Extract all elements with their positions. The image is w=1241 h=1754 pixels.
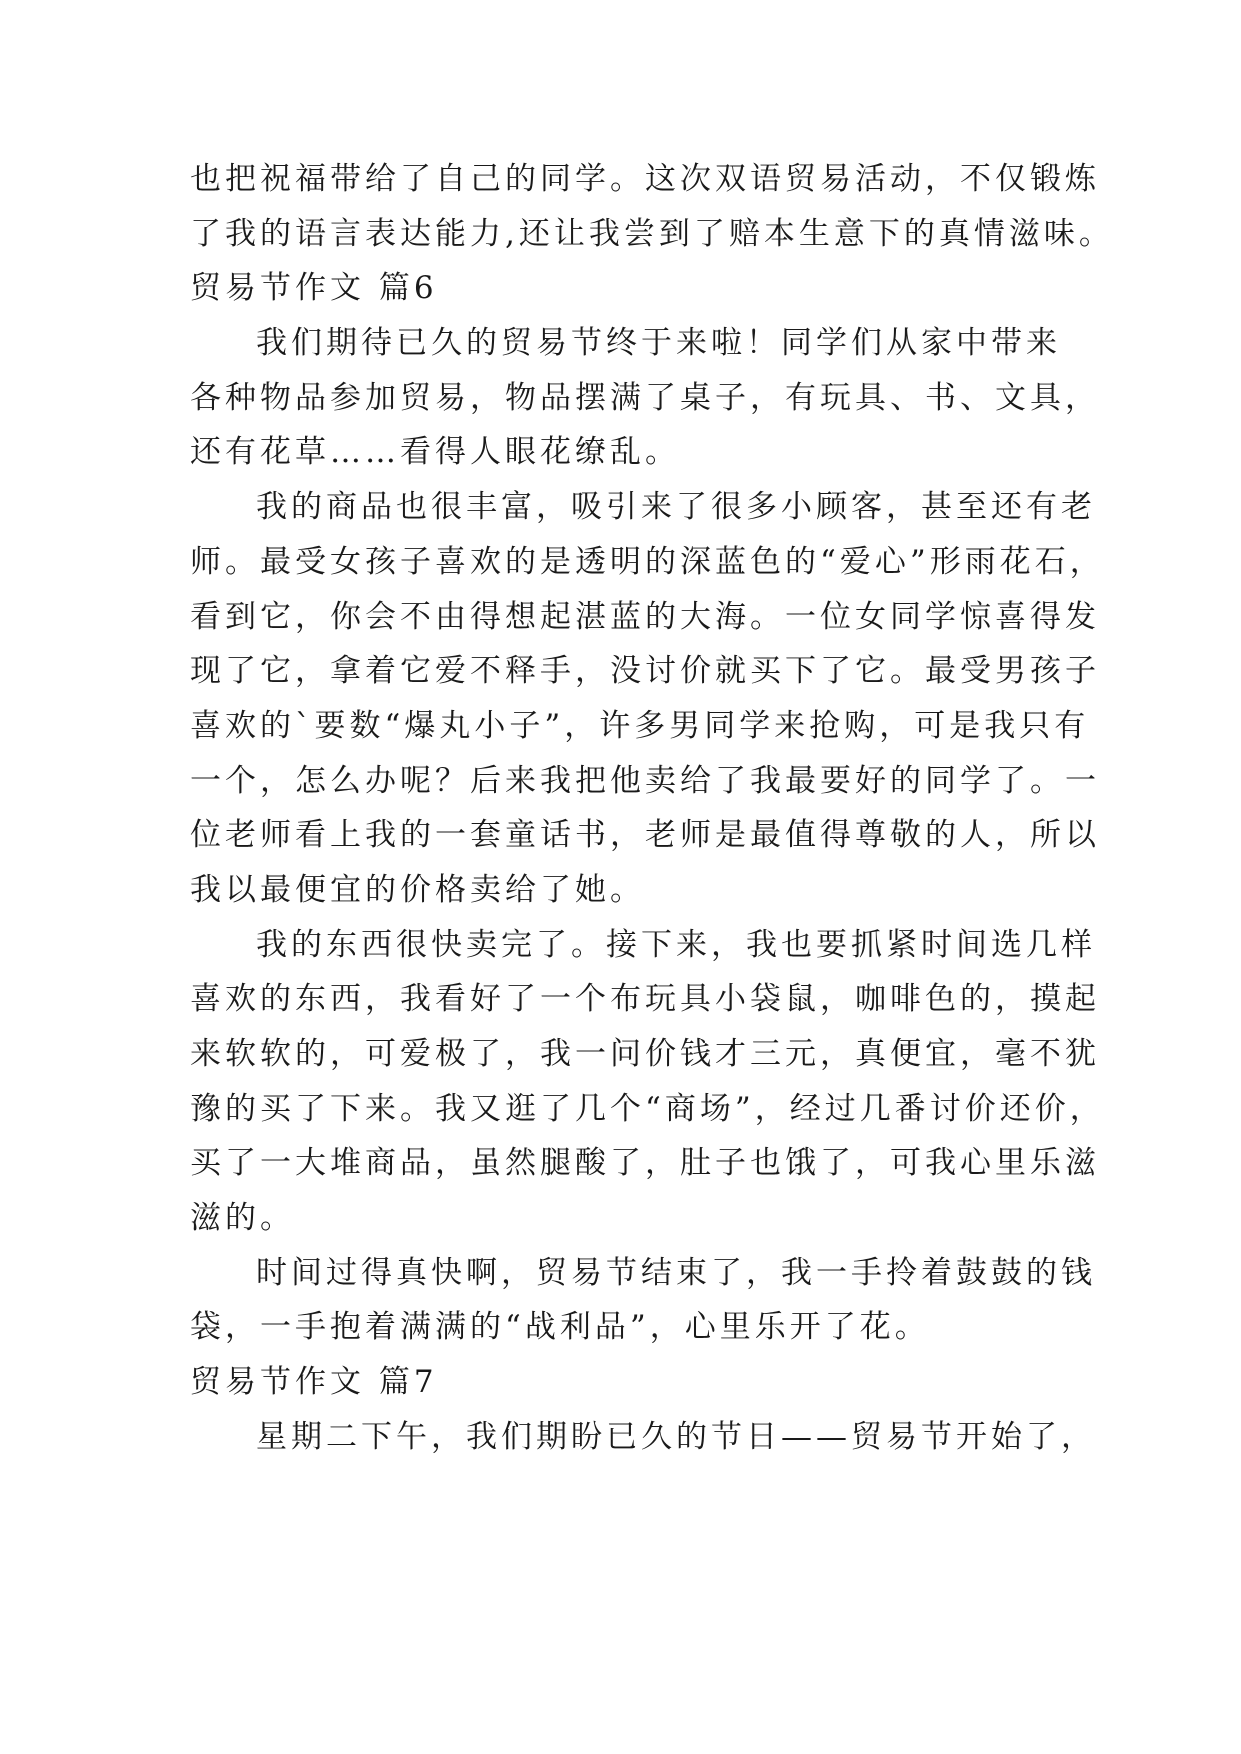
text-line: 一个，怎么办呢？后来我把他卖给了我最要好的同学了。一 bbox=[190, 762, 1100, 799]
text-line: 师。最受女孩子喜欢的是透明的深蓝色的“爱心”形雨花石， bbox=[190, 543, 1105, 580]
section-heading: 贸易节作文 篇7 bbox=[190, 1364, 438, 1401]
text-line: 喜欢的`要数“爆丸小子”，许多男同学来抢购，可是我只有 bbox=[190, 707, 1090, 744]
text-line: 各种物品参加贸易，物品摆满了桌子，有玩具、书、文具， bbox=[190, 379, 1100, 416]
paragraph-start: 我的东西很快卖完了。接下来，我也要抓紧时间选几样 bbox=[256, 926, 1096, 963]
section-heading: 贸易节作文 篇6 bbox=[190, 270, 438, 307]
paragraph-start: 我的商品也很丰富，吸引来了很多小顾客，甚至还有老 bbox=[256, 489, 1096, 526]
text-line: 来软软的，可爱极了，我一问价钱才三元，真便宜，毫不犹 bbox=[190, 1036, 1100, 1072]
paragraph-start: 星期二下午，我们期盼已久的节日——贸易节开始了， bbox=[256, 1418, 1096, 1455]
paragraph-start: 时间过得真快啊，贸易节结束了，我一手拎着鼓鼓的钱 bbox=[256, 1254, 1096, 1291]
text-line: 看到它，你会不由得想起湛蓝的大海。一位女同学惊喜得发 bbox=[190, 598, 1100, 635]
text-line: 也把祝福带给了自己的同学。这次双语贸易活动，不仅锻炼 bbox=[190, 161, 1100, 197]
text-line: 现了它，拿着它爱不释手，没讨价就买下了它。最受男孩子 bbox=[190, 653, 1100, 690]
text-line: 豫的买了下来。我又逛了几个“商场”，经过几番讨价还价， bbox=[190, 1090, 1105, 1127]
text-line: 位老师看上我的一套童话书，老师是最值得尊敬的人，所以 bbox=[190, 817, 1100, 854]
text-line: 我以最便宜的价格卖给了她。 bbox=[190, 871, 645, 908]
text-line: 喜欢的东西，我看好了一个布玩具小袋鼠，咖啡色的，摸起 bbox=[190, 981, 1100, 1018]
text-line: 滋的。 bbox=[190, 1200, 295, 1237]
text-line: 了我的语言表达能力,还让我尝到了赔本生意下的真情滋味。 bbox=[190, 215, 1114, 252]
text-line: 还有花草……看得人眼花缭乱。 bbox=[190, 434, 680, 471]
paragraph-start: 我们期待已久的贸易节终于来啦！同学们从家中带来 bbox=[256, 325, 1061, 362]
text-line: 袋，一手抱着满满的“战利品”，心里乐开了花。 bbox=[190, 1309, 930, 1346]
text-line: 买了一大堆商品，虽然腿酸了，肚子也饿了，可我心里乐滋 bbox=[190, 1145, 1100, 1182]
article-body bbox=[190, 152, 1114, 1465]
